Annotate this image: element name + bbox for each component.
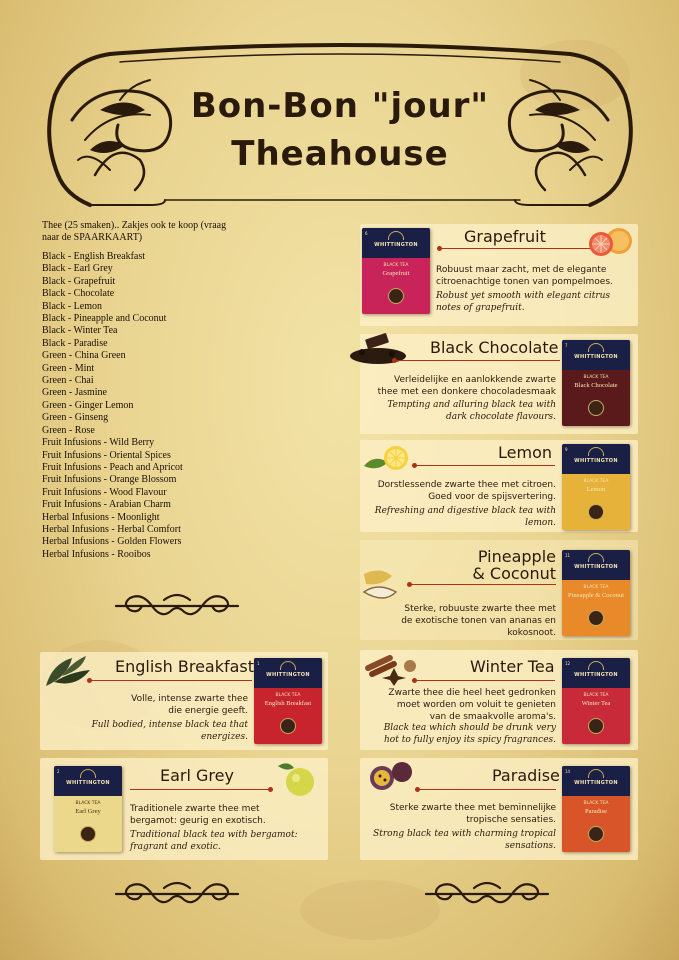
tea-desc-nl-chocolate: Verleidelijke en aanlokkende zwarte thee met een donkere chocoladesmaak [377, 375, 556, 397]
tea-desc-nl-paradise: Sterke zwarte thee met beminnelijke tropische sensaties. [389, 803, 556, 825]
title-rule [90, 680, 252, 681]
tea-desc-nl-earlgrey: Traditionele zwarte thee met bergamot: geurig en exotisch. [130, 804, 266, 826]
tea-desc-en-grapefruit: Robust yet smooth with elegant citrus notes of grapefruit. [436, 291, 611, 313]
list-item: Black - Winter Tea [42, 325, 118, 337]
flourish-ornament [112, 588, 242, 624]
tea-title-chocolate: Black Chocolate [430, 338, 559, 357]
list-item: Black - Lemon [42, 300, 102, 312]
tea-desc-nl-english: Volle, intense zwarte thee die energie geeft. [131, 694, 248, 716]
tea-title-earlgrey: Earl Grey [160, 766, 234, 785]
page-title-line-1: Bon-Bon "jour" [190, 86, 490, 126]
tea-title-english: English Breakfast [115, 657, 255, 676]
list-item: Fruit Infusions - Oriental Spices [42, 449, 171, 461]
list-item: Green - Rose [42, 424, 95, 436]
list-item: Fruit Infusions - Wood Flavour [42, 486, 167, 498]
tea-desc-nl-grapefruit: Robuust maar zacht, met de elegante citroenachtige tonen van pompelmoes. [436, 265, 613, 287]
intro-text: Thee (25 smaken).. Zakjes ook te koop (vraag naar de SPAARKAART) [42, 220, 227, 243]
list-item: Black - Grapefruit [42, 275, 116, 287]
tea-title-lemon: Lemon [498, 443, 552, 462]
tea-title-grapefruit: Grapefruit [464, 227, 546, 246]
list-item: Green - Mint [42, 362, 95, 374]
flavor-list [42, 251, 252, 561]
flourish-ornament [112, 876, 242, 912]
list-item: Herbal Infusions - Golden Flowers [42, 536, 182, 548]
tea-title-pineapple: Pineapple & Coconut [472, 547, 556, 583]
tea-box-grapefruit: 6 WHITTINGTON BLACK TEA Grapefruit [362, 228, 430, 314]
list-item: Fruit Infusions - Orange Blossom [42, 474, 177, 486]
tea-desc-nl-lemon: Dorstlessende zwarte thee met citroen. Goed voor de spijsvertering. [377, 480, 556, 502]
tea-desc-en-lemon: Refreshing and digestive black tea with lemon. [374, 506, 556, 528]
parchment-stain [300, 880, 440, 940]
spices-icon [360, 650, 420, 686]
list-item: Herbal Infusions - Herbal Comfort [42, 523, 181, 535]
list-item: Fruit Infusions - Wild Berry [42, 437, 155, 449]
pineapple-coconut-icon [358, 562, 402, 606]
list-item: Black - Earl Grey [42, 263, 113, 275]
tea-desc-en-paradise: Strong black tea with charming tropical sensations. [373, 829, 556, 851]
title-rule [418, 789, 556, 790]
title-rule [395, 360, 560, 361]
tea-box-chocolate: 7 WHITTINGTON BLACK TEA Black Chocolate [562, 340, 630, 426]
title-rule [415, 680, 555, 681]
list-item: Black - Chocolate [42, 288, 115, 300]
title-rule [410, 584, 556, 585]
lemon-icon [362, 440, 414, 476]
tea-desc-en-winter: Black tea which should be drunk very hot to fully enjoy its spicy fragrances. [383, 723, 556, 745]
list-item: Black - Pineapple and Coconut [42, 313, 167, 325]
list-item: Green - China Green [42, 350, 126, 362]
list-item: Black - English Breakfast [42, 251, 146, 262]
tea-desc-en-chocolate: Tempting and alluring black tea with dark chocolate flavours. [387, 400, 556, 422]
title-rule [440, 248, 590, 249]
tea-desc-nl-pineapple: Sterke, robuuste zwarte thee met de exotische tonen van ananas en kokosnoot. [401, 604, 556, 638]
list-item: Fruit Infusions - Peach and Apricot [42, 461, 183, 473]
grapefruit-icon [585, 224, 635, 260]
list-item: Green - Jasmine [42, 387, 107, 399]
page-title-line-2: Theahouse [231, 134, 449, 174]
list-item: Fruit Infusions - Arabian Charm [42, 499, 171, 511]
flourish-ornament [422, 876, 552, 912]
tea-box-pineapple: 11 WHITTINGTON BLACK TEA Pineapple & Coconut [562, 550, 630, 636]
passion-fruit-icon [366, 758, 416, 794]
tea-box-lemon: 9 WHITTINGTON BLACK TEA Lemon [562, 444, 630, 530]
tea-box-winter: 12 WHITTINGTON BLACK TEA Winter Tea [562, 658, 630, 744]
tea-desc-en-earlgrey: Traditional black tea with bergamot: fragrant and exotic. [130, 830, 298, 852]
tea-box-english: 1 WHITTINGTON BLACK TEA English Breakfast [254, 658, 322, 744]
list-item: Black - Paradise [42, 337, 108, 349]
list-item: Herbal Infusions - Rooibos [42, 548, 151, 560]
tea-desc-en-english: Full bodied, intense black tea that energizes. [91, 720, 248, 742]
tea-title-paradise: Paradise [492, 766, 560, 785]
list-item: Green - Chai [42, 375, 94, 387]
tea-title-winter: Winter Tea [470, 657, 555, 676]
list-item: Green - Ginger Lemon [42, 399, 134, 411]
title-rule [415, 465, 555, 466]
tea-box-paradise: 14 WHITTINGTON BLACK TEA Paradise [562, 766, 630, 852]
tea-box-earlgrey: 2 WHITTINGTON BLACK TEA Earl Grey [54, 766, 122, 852]
title-rule [130, 789, 270, 790]
tea-desc-nl-winter: Zwarte thee die heel heet gedronken moet worden om voluit te genieten van de smaakvolle aroma's. [388, 688, 556, 722]
bergamot-icon [272, 758, 322, 800]
list-item: Green - Ginseng [42, 412, 109, 424]
tea-leaf-icon [42, 652, 96, 692]
list-item: Herbal Infusions - Moonlight [42, 511, 160, 523]
